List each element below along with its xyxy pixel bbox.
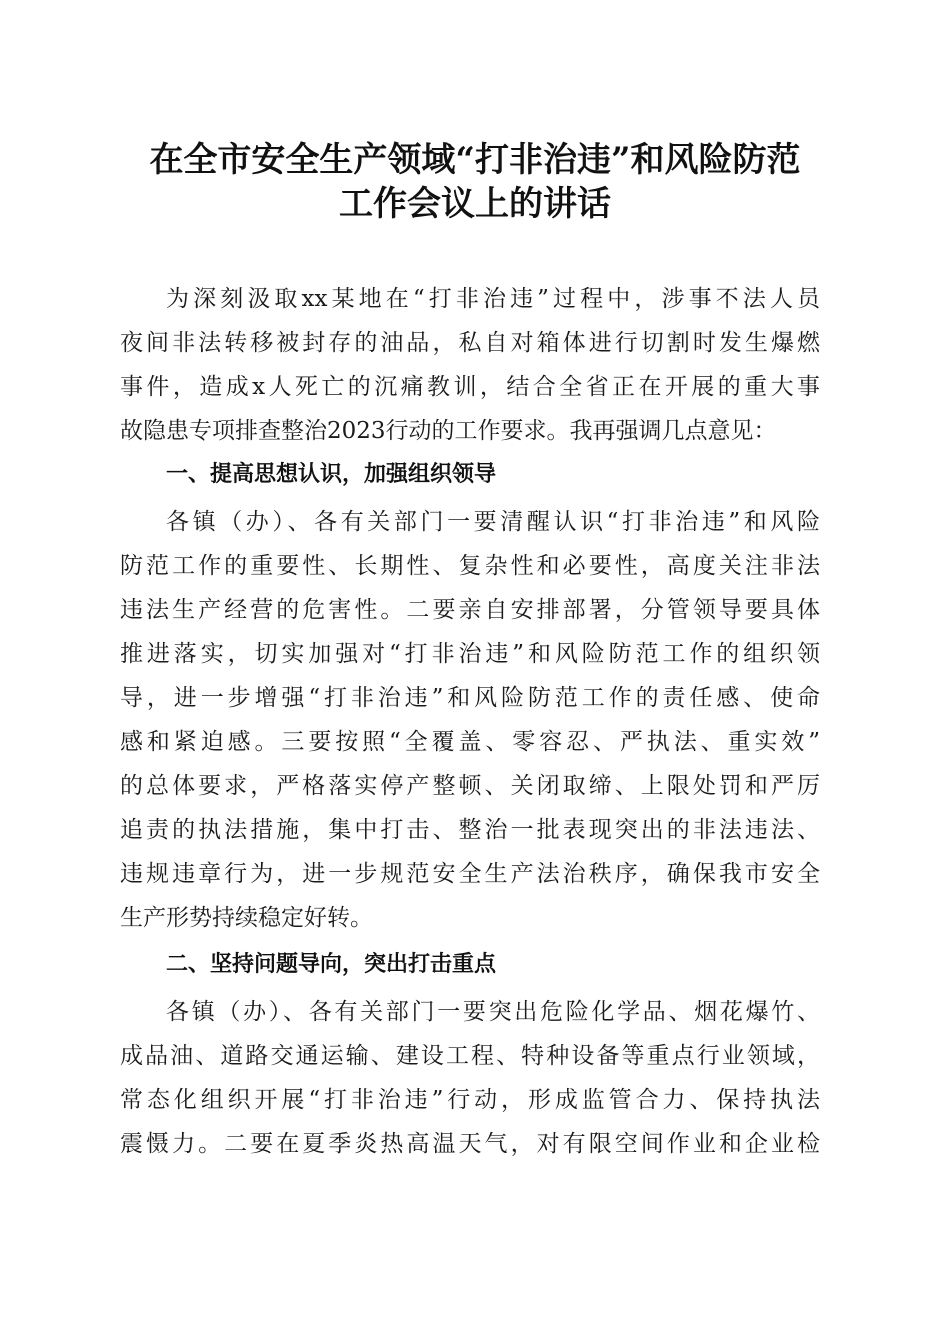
section-1-line-4: 推进落实，切实加强对“打非治违”和风险防范工作的组织领 [120,641,820,667]
section-1-line-8: 追责的执法措施，集中打击、整治一批表现突出的非法违法、 [120,817,820,843]
section-1-line-5: 导，进一步增强“打非治违”和风险防范工作的责任感、使命 [120,685,820,711]
document-title-line-2: 工作会议上的讲话 [339,184,611,224]
section-1-line-10: 生产形势持续稳定好转。 [120,905,373,931]
section-1-line-3: 违法生产经营的危害性。二要亲自安排部署，分管领导要具体 [120,597,820,623]
document-title-line-1: 在全市安全生产领域“打非治违”和风险防范 [149,140,801,180]
section-2-line-2: 成品油、道路交通运输、建设工程、特种设备等重点行业领域， [120,1043,820,1069]
section-1-line-1: 各镇（办）、各有关部门一要清醒认识“打非治违”和风险 [166,509,820,535]
section-1-heading: 一、提高思想认识，加强组织领导 [166,462,497,487]
section-1-line-6: 感和紧迫感。三要按照“全覆盖、零容忍、严执法、重实效” [120,729,820,755]
section-1-line-2: 防范工作的重要性、长期性、复杂性和必要性，高度关注非法 [120,553,820,579]
intro-line-4: 故隐患专项排查整治2023行动的工作要求。我再强调几点意见： [120,418,777,444]
intro-line-2: 夜间非法转移被封存的油品，私自对箱体进行切割时发生爆燃 [120,330,820,356]
section-2-line-3: 常态化组织开展“打非治违”行动，形成监管合力、保持执法 [120,1087,820,1113]
section-2-line-4: 震慑力。二要在夏季炎热高温天气，对有限空间作业和企业检 [120,1131,820,1157]
section-2-heading: 二、坚持问题导向，突出打击重点 [166,952,497,977]
intro-line-3: 事件，造成x人死亡的沉痛教训，结合全省正在开展的重大事 [120,374,820,400]
section-1-line-9: 违规违章行为，进一步规范安全生产法治秩序，确保我市安全 [120,861,820,887]
section-1-line-7: 的总体要求，严格落实停产整顿、关闭取缔、上限处罚和严厉 [120,773,820,799]
intro-line-1: 为深刻汲取xx某地在“打非治违”过程中，涉事不法人员 [166,286,820,312]
section-2-line-1: 各镇（办）、各有关部门一要突出危险化学品、烟花爆竹、 [166,999,820,1025]
